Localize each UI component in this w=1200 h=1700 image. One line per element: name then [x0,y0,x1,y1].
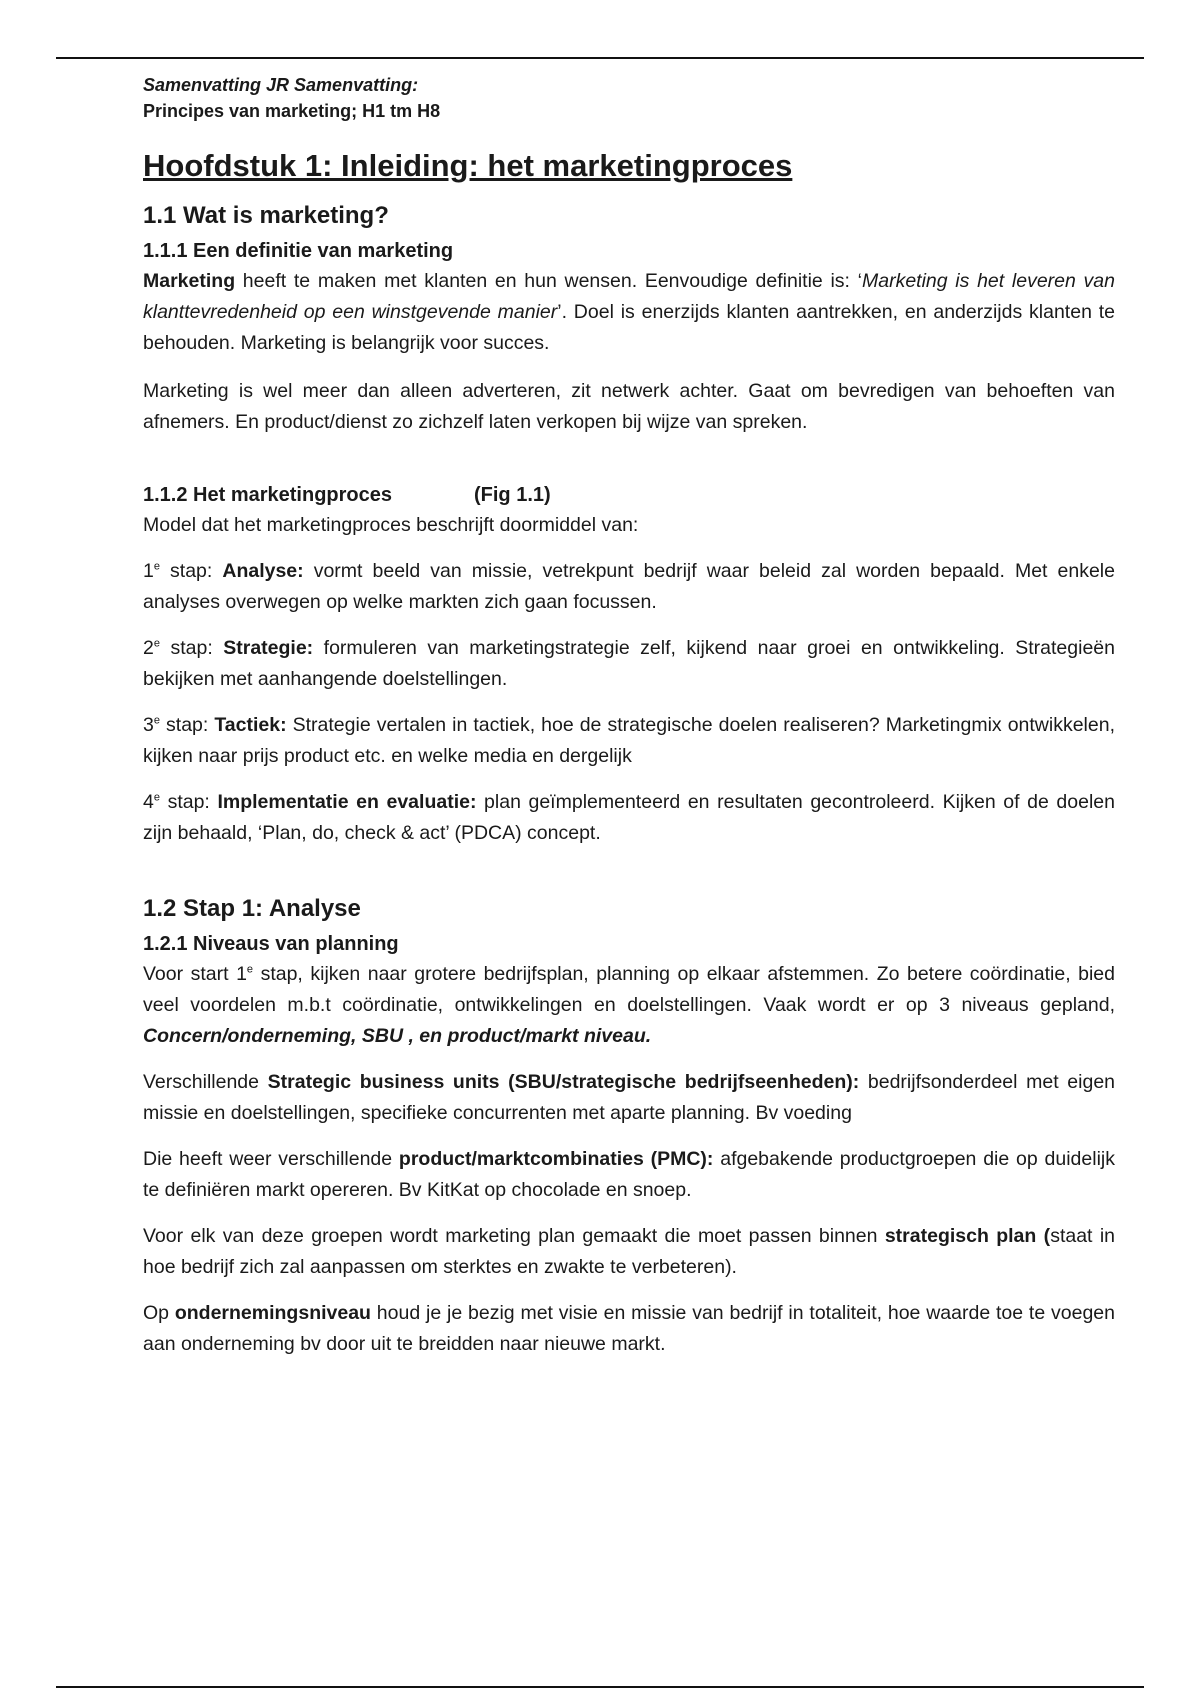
enterprise-term: ondernemingsniveau [174,1302,371,1324]
term-marketing: Marketing [143,270,236,292]
process-step-4 [143,787,1115,849]
definition-quote: Marketing is het leveren van klanttevredenheid op een winstgevende manier [143,270,1115,323]
figure-reference: (Fig 1.1) [474,484,551,506]
step-3-text: Strategie vertalen in tactiek, hoe de strategische doelen realiseren? Marketingmix ontwikkelen, kijken naar prijs product etc. en welke media en dergelijk [143,714,1115,767]
sbu-text-a: Verschillende [143,1071,268,1093]
step-2-prefix: stap: [159,637,224,659]
step-1-text: vormt beeld van missie, vetrekpunt bedrijf waar beleid zal worden bepaald. Met enkele analyses overwegen op welke markten zich gaan focussen. [143,560,1115,613]
running-head [143,72,1115,124]
planning-ordinal: e [246,963,254,976]
enterprise-text-a: Op [143,1302,175,1324]
step-1-prefix: stap: [159,560,223,582]
step-4-number: 4 [143,791,154,813]
section-1-1-2-title [143,480,1115,510]
paragraph-planning-levels [143,959,1115,1052]
paragraph-enterprise-level [143,1298,1115,1360]
step-3-ordinal: e [153,714,160,727]
pmc-text-a: Die heeft weer verschillende [143,1148,399,1170]
footer-rule [56,1686,1144,1688]
step-4-prefix: stap: [159,791,218,813]
running-head-line-1: Samenvatting JR Samenvatting: [143,75,419,95]
step-3-prefix: stap: [159,714,215,736]
running-head-line-2: Principes van marketing; H1 tm H8 [143,101,441,121]
sbu-text-b: bedrijfsonderdeel met eigen missie en doelstellingen, specifieke concurrenten met aparte planning. Bv voeding [143,1071,1116,1124]
paragraph-pmc [143,1144,1115,1206]
chapter-title: Hoofdstuk 1: Inleiding: het marketingproces [143,148,793,183]
sbu-term: Strategic business units (SBU/strategische bedrijfseenheden): [267,1071,860,1093]
process-step-2 [143,633,1115,695]
step-4-ordinal: e [153,791,160,804]
definition-text-b: ’. Doel is enerzijds klanten aantrekken, en anderzijds klanten te behouden. Marketing is belangrijk voor succes. [143,301,1115,354]
step-2-number: 2 [143,637,154,659]
step-2-ordinal: e [153,637,160,650]
planning-levels-list: Concern/onderneming, SBU , en product/markt niveau. [143,1025,652,1047]
process-step-3 [143,710,1115,772]
step-4-label: Implementatie en evaluatie: [217,791,477,813]
step-1-ordinal: e [153,560,160,573]
process-step-1 [143,556,1115,618]
step-2-label: Strategie: [223,637,314,659]
process-intro: Model dat het marketingproces beschrijft doormiddel van: [143,514,639,536]
pmc-term: product/marktcombinaties (PMC): [398,1148,714,1170]
step-3-number: 3 [143,714,154,736]
section-1-1-title: 1.1 Wat is marketing? [143,202,389,229]
paragraph-strategic-plan [143,1221,1115,1283]
strategic-plan-text-b: staat in hoe bedrijf zich zal aanpassen om sterktes en zwakte te verbeteren). [143,1225,1116,1278]
step-1-number: 1 [143,560,154,582]
section-1-2-1-title: 1.2.1 Niveaus van planning [143,933,399,955]
section-1-2-title: 1.2 Stap 1: Analyse [143,895,361,922]
section-1-1-2-title-text: 1.1.2 Het marketingproces [143,484,392,506]
paragraph-more-than-advertising: Marketing is wel meer dan alleen adverteren, zit netwerk achter. Gaat om bevredigen van behoeften van afnemers. En product/dienst zo zichzelf laten verkopen bij wijze van spreken. [143,380,1115,433]
step-2-text: formuleren van marketingstrategie zelf, kijkend naar groei en ontwikkeling. Strategieën bekijken met aanhangende doelstellingen. [143,637,1115,690]
step-1-label: Analyse: [222,560,304,582]
paragraph-definition [143,266,1115,359]
planning-text-b: stap, kijken naar grotere bedrijfsplan, planning op elkaar afstemmen. Zo betere coördinatie, bied veel voordelen m.b.t coördinatie, ontwikkelingen en doelstellingen. Vaak wordt er op 3 niveaus gepland, [143,963,1116,1016]
definition-text-a: heeft te maken met klanten en hun wensen. Eenvoudige definitie is: ‘ [235,270,862,292]
step-3-label: Tactiek: [214,714,287,736]
strategic-plan-text-a: Voor elk van deze groepen wordt marketing plan gemaakt die moet passen binnen [143,1225,885,1247]
paragraph-sbu [143,1067,1115,1129]
header-rule [56,57,1144,59]
strategic-plan-term: strategisch plan ( [884,1225,1051,1247]
planning-text-a: Voor start 1 [143,963,247,985]
pmc-text-b: afgebakende productgroepen die op duidelijk te definiëren markt opereren. Bv KitKat op chocolade en snoep. [143,1148,1115,1201]
step-4-text: plan geïmplementeerd en resultaten gecontroleerd. Kijken of de doelen zijn behaald, ‘Plan, do, check & act’ (PDCA) concept. [143,791,1115,844]
section-1-1-1-title: 1.1.1 Een definitie van marketing [143,240,454,262]
document-page [143,72,1115,1360]
enterprise-text-b: houd je je bezig met visie en missie van bedrijf in totaliteit, hoe waarde toe te voegen aan onderneming bv door uit te breidden naar nieuwe markt. [143,1302,1115,1355]
